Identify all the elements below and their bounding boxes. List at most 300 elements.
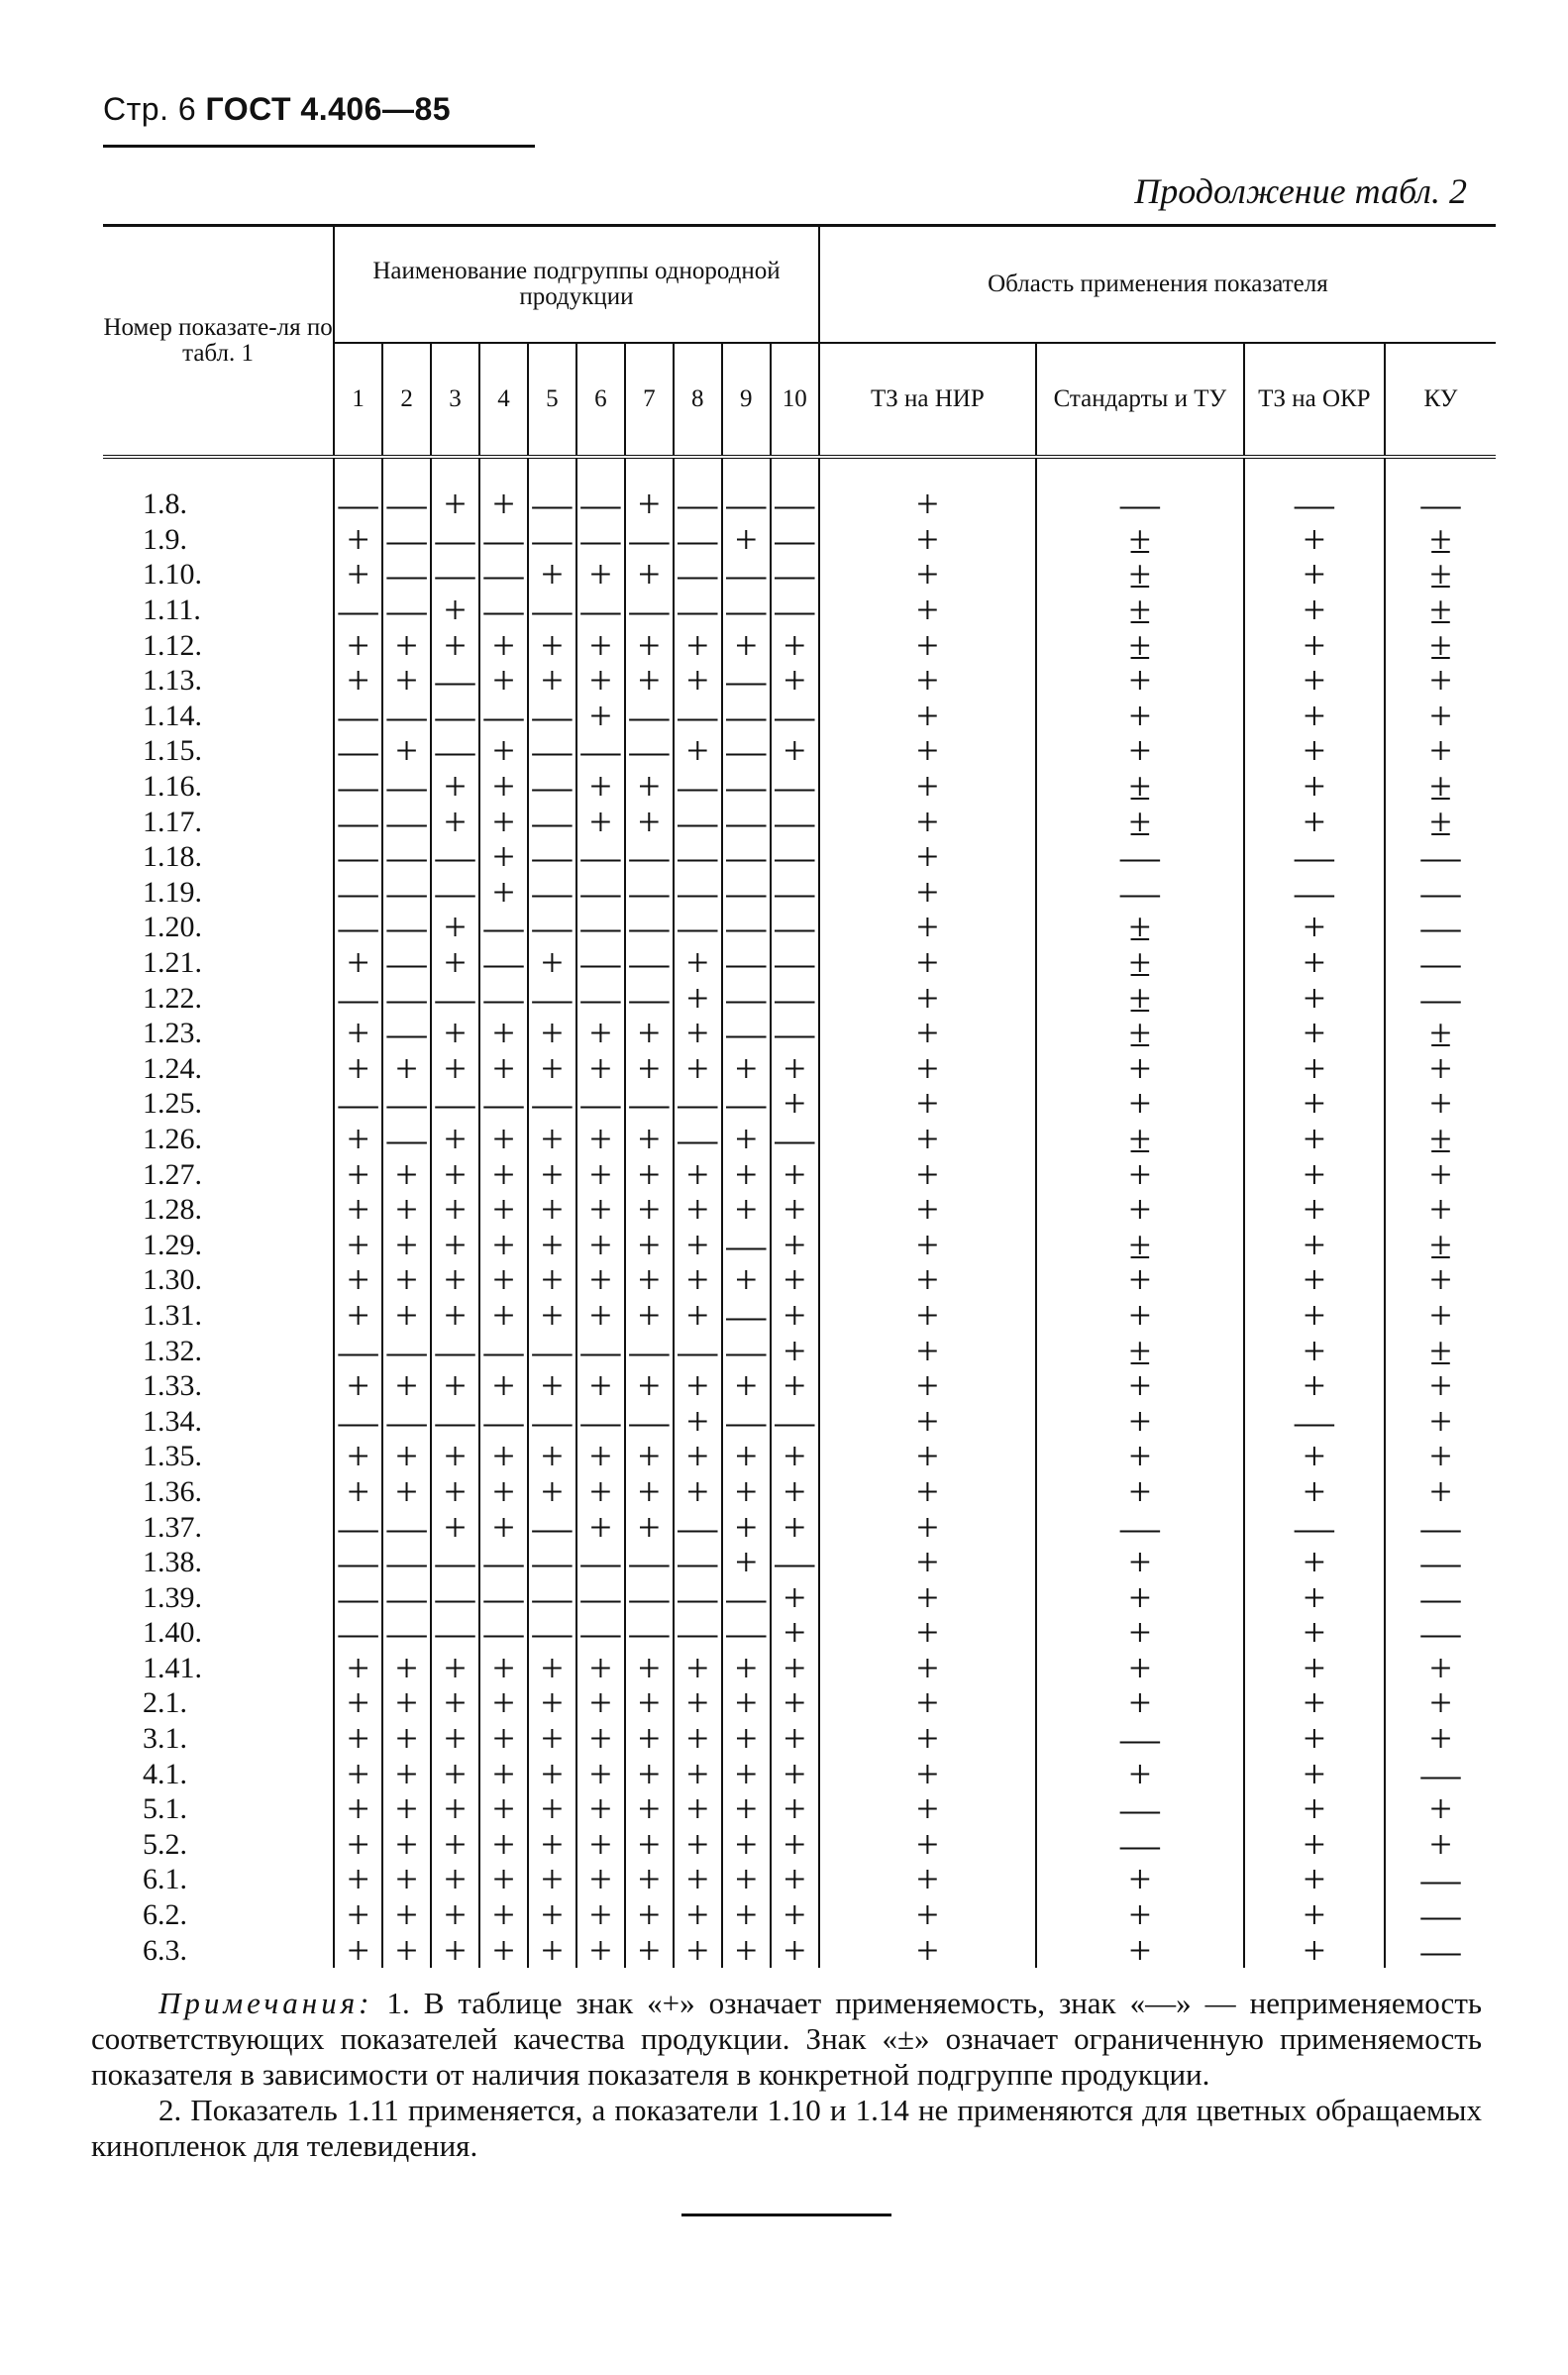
applicability-mark: + xyxy=(625,1016,674,1051)
applicability-mark: + xyxy=(576,769,625,805)
applicability-mark: — xyxy=(1385,1545,1496,1580)
applicability-mark: — xyxy=(674,1086,722,1122)
applicability-mark: + xyxy=(722,1474,771,1510)
applicability-mark: + xyxy=(479,804,528,839)
table-row xyxy=(103,457,1496,522)
applicability-mark: — xyxy=(528,804,576,839)
applicability-mark: — xyxy=(382,1333,431,1368)
applicability-mark: — xyxy=(382,699,431,734)
applicability-mark: — xyxy=(722,457,771,522)
applicability-mark: — xyxy=(334,1509,382,1545)
bottom-rule xyxy=(681,2213,891,2216)
applicability-mark: + xyxy=(819,839,1036,875)
applicability-mark: — xyxy=(625,1615,674,1651)
applicability-mark: — xyxy=(1036,1791,1244,1827)
applicability-mark: — xyxy=(479,593,528,628)
indicator-number: 1.19. xyxy=(143,875,202,909)
applicability-mark: + xyxy=(479,1262,528,1298)
applicability-mark: + xyxy=(1244,1827,1385,1863)
applicability-mark: + xyxy=(1244,593,1385,628)
applicability-mark: + xyxy=(334,1051,382,1087)
applicability-mark: + xyxy=(528,1122,576,1157)
applicability-mark: + xyxy=(1036,1862,1244,1897)
applicability-mark: + xyxy=(1244,945,1385,981)
applicability-mark: + xyxy=(625,1756,674,1791)
applicability-mark: + xyxy=(819,1016,1036,1051)
applicability-mark: + xyxy=(819,1298,1036,1334)
applicability-mark: — xyxy=(1244,1509,1385,1545)
table-container xyxy=(103,224,1496,1973)
applicability-mark: + xyxy=(431,1474,479,1510)
applicability-mark: — xyxy=(674,1333,722,1368)
applicability-mark: — xyxy=(334,457,382,522)
applicability-mark: — xyxy=(771,699,819,734)
applicability-mark: + xyxy=(1036,1932,1244,1968)
applicability-mark: — xyxy=(771,804,819,839)
applicability-mark: + xyxy=(674,1439,722,1474)
applicability-mark: — xyxy=(722,557,771,593)
applicability-mark: + xyxy=(625,1368,674,1404)
table-row xyxy=(103,1897,1496,1933)
applicability-mark: + xyxy=(1244,1262,1385,1298)
applicability-mark: ± xyxy=(1036,522,1244,558)
applicability-mark: + xyxy=(334,945,382,981)
applicability-mark: — xyxy=(382,945,431,981)
applicability-mark: + xyxy=(1036,1368,1244,1404)
applicability-mark: + xyxy=(771,1791,819,1827)
applicability-mark: + xyxy=(334,1721,382,1757)
applicability-mark: + xyxy=(576,1791,625,1827)
applicability-mark: + xyxy=(431,1685,479,1721)
applicability-mark: + xyxy=(771,1192,819,1228)
applicability-mark: + xyxy=(528,1827,576,1863)
applicability-mark: + xyxy=(674,1756,722,1791)
applicability-mark: — xyxy=(1244,1403,1385,1439)
applicability-mark: + xyxy=(479,1932,528,1968)
subgroup-col-4: 4 xyxy=(479,343,528,457)
applicability-mark: — xyxy=(431,1615,479,1651)
applicability-mark: — xyxy=(528,769,576,805)
applicability-mark: — xyxy=(625,522,674,558)
applicability-mark: + xyxy=(674,1368,722,1404)
applicability-mark: + xyxy=(431,1016,479,1051)
applicability-mark: + xyxy=(1385,1086,1496,1122)
applicability-mark: + xyxy=(771,1579,819,1615)
applicability-mark: + xyxy=(1385,1439,1496,1474)
applicability-mark: + xyxy=(1036,1403,1244,1439)
applicability-mark: + xyxy=(576,1192,625,1228)
applicability-mark: + xyxy=(1244,1156,1385,1192)
applicability-mark: + xyxy=(722,1051,771,1087)
applicability-mark: + xyxy=(576,1651,625,1686)
indicator-number: 1.18. xyxy=(143,840,202,874)
applicability-mark: + xyxy=(819,1368,1036,1404)
applicability-mark: + xyxy=(382,1897,431,1933)
applicability-mark: + xyxy=(819,1509,1036,1545)
applicability-mark: + xyxy=(1385,1827,1496,1863)
applicability-mark: + xyxy=(625,1156,674,1192)
applicability-mark: + xyxy=(431,627,479,663)
table-row xyxy=(103,1932,1496,1968)
applicability-mark: + xyxy=(674,1016,722,1051)
applicability-mark: + xyxy=(1244,1721,1385,1757)
applicability-mark: + xyxy=(625,769,674,805)
applicability-mark: ± xyxy=(1385,557,1496,593)
applicability-mark: + xyxy=(576,1051,625,1087)
applicability-mark: + xyxy=(1244,1227,1385,1262)
indicator-number: 1.10. xyxy=(143,558,202,592)
indicator-number: 1.22. xyxy=(143,981,202,1015)
applicability-mark: + xyxy=(479,1827,528,1863)
applicability-mark: + xyxy=(1036,733,1244,769)
applicability-mark: + xyxy=(1244,1579,1385,1615)
applicability-mark: + xyxy=(479,1368,528,1404)
applicability-mark: — xyxy=(625,1403,674,1439)
applicability-mark: — xyxy=(334,1545,382,1580)
applicability-mark: + xyxy=(1385,1368,1496,1404)
subgroup-col-5: 5 xyxy=(528,343,576,457)
indicator-number: 5.2. xyxy=(143,1827,187,1861)
applicability-mark: — xyxy=(479,1579,528,1615)
applicability-mark: + xyxy=(674,733,722,769)
applicability-mark: — xyxy=(1385,945,1496,981)
applicability-mark: — xyxy=(334,804,382,839)
indicator-number: 1.27. xyxy=(143,1157,202,1191)
indicator-number: 1.8. xyxy=(143,487,187,521)
applicability-mark: + xyxy=(528,1685,576,1721)
applicability-mark: + xyxy=(334,557,382,593)
applicability-mark: + xyxy=(382,1932,431,1968)
applicability-mark: + xyxy=(431,1156,479,1192)
applicability-mark: — xyxy=(674,522,722,558)
applicability-mark: + xyxy=(771,1651,819,1686)
applicability-mark: — xyxy=(1385,1509,1496,1545)
applicability-mark: + xyxy=(382,1474,431,1510)
applicability-mark: + xyxy=(1385,1791,1496,1827)
applicability-mark: ± xyxy=(1036,627,1244,663)
applicability-mark: — xyxy=(334,875,382,911)
applicability-mark: + xyxy=(722,1368,771,1404)
applicability-mark: + xyxy=(819,1615,1036,1651)
applicability-mark: — xyxy=(431,980,479,1016)
header-rule xyxy=(103,145,535,148)
applicability-mark: + xyxy=(1385,663,1496,699)
indicator-number: 1.21. xyxy=(143,946,202,980)
applicability-mark: — xyxy=(722,1579,771,1615)
applicability-mark: + xyxy=(674,1827,722,1863)
applicability-mark: — xyxy=(576,1545,625,1580)
applicability-mark: + xyxy=(576,1156,625,1192)
applicability-mark: — xyxy=(382,875,431,911)
applicability-mark: + xyxy=(528,1756,576,1791)
applicability-mark: — xyxy=(382,593,431,628)
applicability-mark: + xyxy=(1244,769,1385,805)
applicability-mark: — xyxy=(674,699,722,734)
applicability-mark: — xyxy=(431,733,479,769)
indicator-number: 6.2. xyxy=(143,1898,187,1932)
applicability-mark: — xyxy=(334,1333,382,1368)
applicability-mark: — xyxy=(1385,1862,1496,1897)
applicability-mark: — xyxy=(722,1298,771,1334)
applicability-mark: + xyxy=(771,1262,819,1298)
applicability-mark: + xyxy=(479,457,528,522)
applicability-mark: + xyxy=(528,1051,576,1087)
applicability-mark: + xyxy=(674,980,722,1016)
applicability-mark: — xyxy=(722,945,771,981)
applicability-mark: + xyxy=(674,1791,722,1827)
applicability-mark: + xyxy=(479,1016,528,1051)
applicability-mark: + xyxy=(625,1932,674,1968)
applicability-mark: + xyxy=(1244,1051,1385,1087)
applicability-mark: — xyxy=(479,980,528,1016)
indicator-number: 2.1. xyxy=(143,1686,187,1720)
applicability-mark: ± xyxy=(1385,1333,1496,1368)
applicability-mark: + xyxy=(819,980,1036,1016)
applicability-mark: + xyxy=(771,1756,819,1791)
applicability-mark: + xyxy=(334,1439,382,1474)
applicability-mark: + xyxy=(819,1474,1036,1510)
applicability-mark: — xyxy=(431,699,479,734)
applicability-mark: + xyxy=(674,663,722,699)
applicability-mark: + xyxy=(576,1227,625,1262)
applicability-mark: ± xyxy=(1385,522,1496,558)
row-number-header: Номер показате-ля по табл. 1 xyxy=(103,226,334,458)
subgroup-col-7: 7 xyxy=(625,343,674,457)
applicability-mark: — xyxy=(334,910,382,945)
applicability-mark: + xyxy=(334,1651,382,1686)
applicability-mark: ± xyxy=(1036,1333,1244,1368)
applicability-mark: — xyxy=(431,1579,479,1615)
applicability-mark: + xyxy=(1036,1756,1244,1791)
applicability-mark: + xyxy=(1385,1051,1496,1087)
applicability-mark: ± xyxy=(1036,1227,1244,1262)
applicability-mark: ± xyxy=(1036,769,1244,805)
indicator-number: 1.24. xyxy=(143,1051,202,1085)
applicability-mark: + xyxy=(334,1368,382,1404)
applicability-mark: + xyxy=(1244,1122,1385,1157)
applicability-mark: + xyxy=(674,627,722,663)
indicator-number: 1.11. xyxy=(143,594,201,627)
applicability-mark: + xyxy=(334,1827,382,1863)
applicability-mark: + xyxy=(576,1897,625,1933)
applicability-mark: — xyxy=(1385,1932,1496,1968)
applicability-mark: — xyxy=(1385,457,1496,522)
applicability-mark: — xyxy=(382,839,431,875)
applicability-mark: + xyxy=(1385,1156,1496,1192)
applicability-mark: + xyxy=(382,663,431,699)
applicability-mark: — xyxy=(334,1579,382,1615)
applicability-mark: + xyxy=(1036,1579,1244,1615)
applicability-mark: + xyxy=(722,1262,771,1298)
table-row xyxy=(103,945,1496,981)
applicability-mark: + xyxy=(722,1721,771,1757)
applicability-mark: + xyxy=(382,1051,431,1087)
applicability-mark: — xyxy=(674,1122,722,1157)
applicability-mark: — xyxy=(576,522,625,558)
applicability-mark: — xyxy=(674,1579,722,1615)
applicability-mark: ± xyxy=(1385,1227,1496,1262)
indicator-number: 1.39. xyxy=(143,1580,202,1614)
applicability-mark: + xyxy=(722,1122,771,1157)
applicability-mark: + xyxy=(1244,699,1385,734)
applicability-mark: + xyxy=(334,1227,382,1262)
applicability-mark: — xyxy=(576,1579,625,1615)
applicability-mark: + xyxy=(479,875,528,911)
applicability-mark: + xyxy=(819,557,1036,593)
applicability-mark: — xyxy=(479,1403,528,1439)
applicability-mark: + xyxy=(819,1122,1036,1157)
applicability-mark: + xyxy=(576,1509,625,1545)
applicability-mark: + xyxy=(819,1651,1036,1686)
applicability-mark: + xyxy=(528,1932,576,1968)
applicability-mark: — xyxy=(674,804,722,839)
applicability-mark: + xyxy=(722,627,771,663)
applicability-mark: + xyxy=(722,1545,771,1580)
applicability-mark: + xyxy=(771,1086,819,1122)
applicability-mark: — xyxy=(674,1545,722,1580)
applicability-mark: + xyxy=(528,1862,576,1897)
applicability-mark: + xyxy=(819,1897,1036,1933)
applicability-mark: + xyxy=(479,1791,528,1827)
subgroup-col-10: 10 xyxy=(771,343,819,457)
applicability-mark: — xyxy=(528,457,576,522)
applicability-mark: + xyxy=(819,1862,1036,1897)
applicability-mark: + xyxy=(576,804,625,839)
applicability-mark: + xyxy=(431,1262,479,1298)
applicability-mark: — xyxy=(1385,1756,1496,1791)
applicability-mark: + xyxy=(1036,1651,1244,1686)
applicability-mark: — xyxy=(771,769,819,805)
applicability-mark: + xyxy=(382,1192,431,1228)
applicability-mark: ± xyxy=(1036,804,1244,839)
indicator-number: 1.36. xyxy=(143,1474,202,1508)
table-row xyxy=(103,1122,1496,1157)
applicability-mark: + xyxy=(722,1756,771,1791)
applicability-mark: — xyxy=(576,1086,625,1122)
indicator-number: 1.31. xyxy=(143,1298,202,1332)
applicability-mark: + xyxy=(576,699,625,734)
applicability-mark: — xyxy=(674,875,722,911)
applicability-mark: + xyxy=(528,1474,576,1510)
applicability-mark: — xyxy=(528,1086,576,1122)
applicability-mark: + xyxy=(625,1262,674,1298)
applicability-mark: + xyxy=(819,1262,1036,1298)
applicability-mark: + xyxy=(479,1192,528,1228)
applicability-mark: + xyxy=(625,663,674,699)
applicability-mark: + xyxy=(334,522,382,558)
applicability-mark: — xyxy=(382,910,431,945)
applicability-mark: — xyxy=(722,1333,771,1368)
applicability-mark: + xyxy=(1385,1474,1496,1510)
applicability-mark: + xyxy=(625,1509,674,1545)
applicability-mark: — xyxy=(1036,1509,1244,1545)
applicability-mark: + xyxy=(674,1262,722,1298)
applicability-mark: + xyxy=(819,522,1036,558)
applicability-mark: + xyxy=(819,804,1036,839)
applicability-mark: + xyxy=(382,627,431,663)
applicability-mark: — xyxy=(382,1579,431,1615)
applicability-mark: — xyxy=(334,733,382,769)
applicability-mark: + xyxy=(382,1227,431,1262)
applicability-mark: — xyxy=(771,1403,819,1439)
applicability-mark: + xyxy=(334,1932,382,1968)
applicability-mark: — xyxy=(382,1122,431,1157)
applicability-mark: — xyxy=(431,663,479,699)
applicability-mark: + xyxy=(1036,1262,1244,1298)
applicability-mark: — xyxy=(576,875,625,911)
applicability-mark: + xyxy=(528,945,576,981)
applicability-mark: + xyxy=(431,804,479,839)
applicability-mark: + xyxy=(479,733,528,769)
applicability-mark: — xyxy=(431,875,479,911)
applicability-mark: + xyxy=(771,663,819,699)
applicability-mark: — xyxy=(771,945,819,981)
applicability-mark: + xyxy=(674,1651,722,1686)
applicability-mark: + xyxy=(1244,910,1385,945)
applicability-mark: + xyxy=(674,945,722,981)
applicability-mark: + xyxy=(431,593,479,628)
applicability-mark: + xyxy=(334,1756,382,1791)
applicability-mark: — xyxy=(382,1086,431,1122)
applicability-mark: + xyxy=(625,1474,674,1510)
area-col-1: ТЗ на НИР xyxy=(819,343,1036,457)
applicability-mark: + xyxy=(722,1192,771,1228)
applicability-mark: — xyxy=(382,980,431,1016)
applicability-mark: + xyxy=(431,1227,479,1262)
applicability-mark: + xyxy=(431,1192,479,1228)
applicability-mark: + xyxy=(334,627,382,663)
applicability-mark: + xyxy=(479,1051,528,1087)
applicability-mark: + xyxy=(625,1651,674,1686)
indicator-number: 1.25. xyxy=(143,1087,202,1121)
applicability-mark: — xyxy=(625,1333,674,1368)
applicability-mark: + xyxy=(1244,1651,1385,1686)
applicability-mark: — xyxy=(722,1403,771,1439)
applicability-mark: + xyxy=(1244,627,1385,663)
applicability-mark: — xyxy=(479,1615,528,1651)
applicability-mark: — xyxy=(528,1403,576,1439)
applicability-mark: — xyxy=(722,1615,771,1651)
applicability-mark: — xyxy=(1036,1721,1244,1757)
applicability-mark: + xyxy=(1244,663,1385,699)
applicability-mark: + xyxy=(382,1156,431,1192)
applicability-mark: + xyxy=(722,1509,771,1545)
applicability-mark: + xyxy=(1244,1439,1385,1474)
applicability-mark: + xyxy=(625,1298,674,1334)
applicability-mark: + xyxy=(819,1333,1036,1368)
applicability-mark: — xyxy=(1385,839,1496,875)
applicability-mark: — xyxy=(479,945,528,981)
applicability-mark: + xyxy=(771,1827,819,1863)
applicability-mark: + xyxy=(576,1016,625,1051)
applicability-mark: — xyxy=(1244,875,1385,911)
applicability-mark: + xyxy=(819,1156,1036,1192)
subgroup-col-8: 8 xyxy=(674,343,722,457)
applicability-mark: — xyxy=(528,1579,576,1615)
indicator-number: 1.17. xyxy=(143,805,202,838)
applicability-mark: + xyxy=(1036,699,1244,734)
applicability-mark: + xyxy=(479,1298,528,1334)
applicability-mark: + xyxy=(334,1156,382,1192)
applicability-mark: + xyxy=(1036,1156,1244,1192)
subgroup-col-9: 9 xyxy=(722,343,771,457)
applicability-mark: — xyxy=(528,980,576,1016)
applicability-mark: — xyxy=(674,910,722,945)
applicability-mark: — xyxy=(771,1016,819,1051)
area-col-3: ТЗ на ОКР xyxy=(1244,343,1385,457)
applicability-mark: + xyxy=(771,1862,819,1897)
applicability-mark: + xyxy=(431,1509,479,1545)
